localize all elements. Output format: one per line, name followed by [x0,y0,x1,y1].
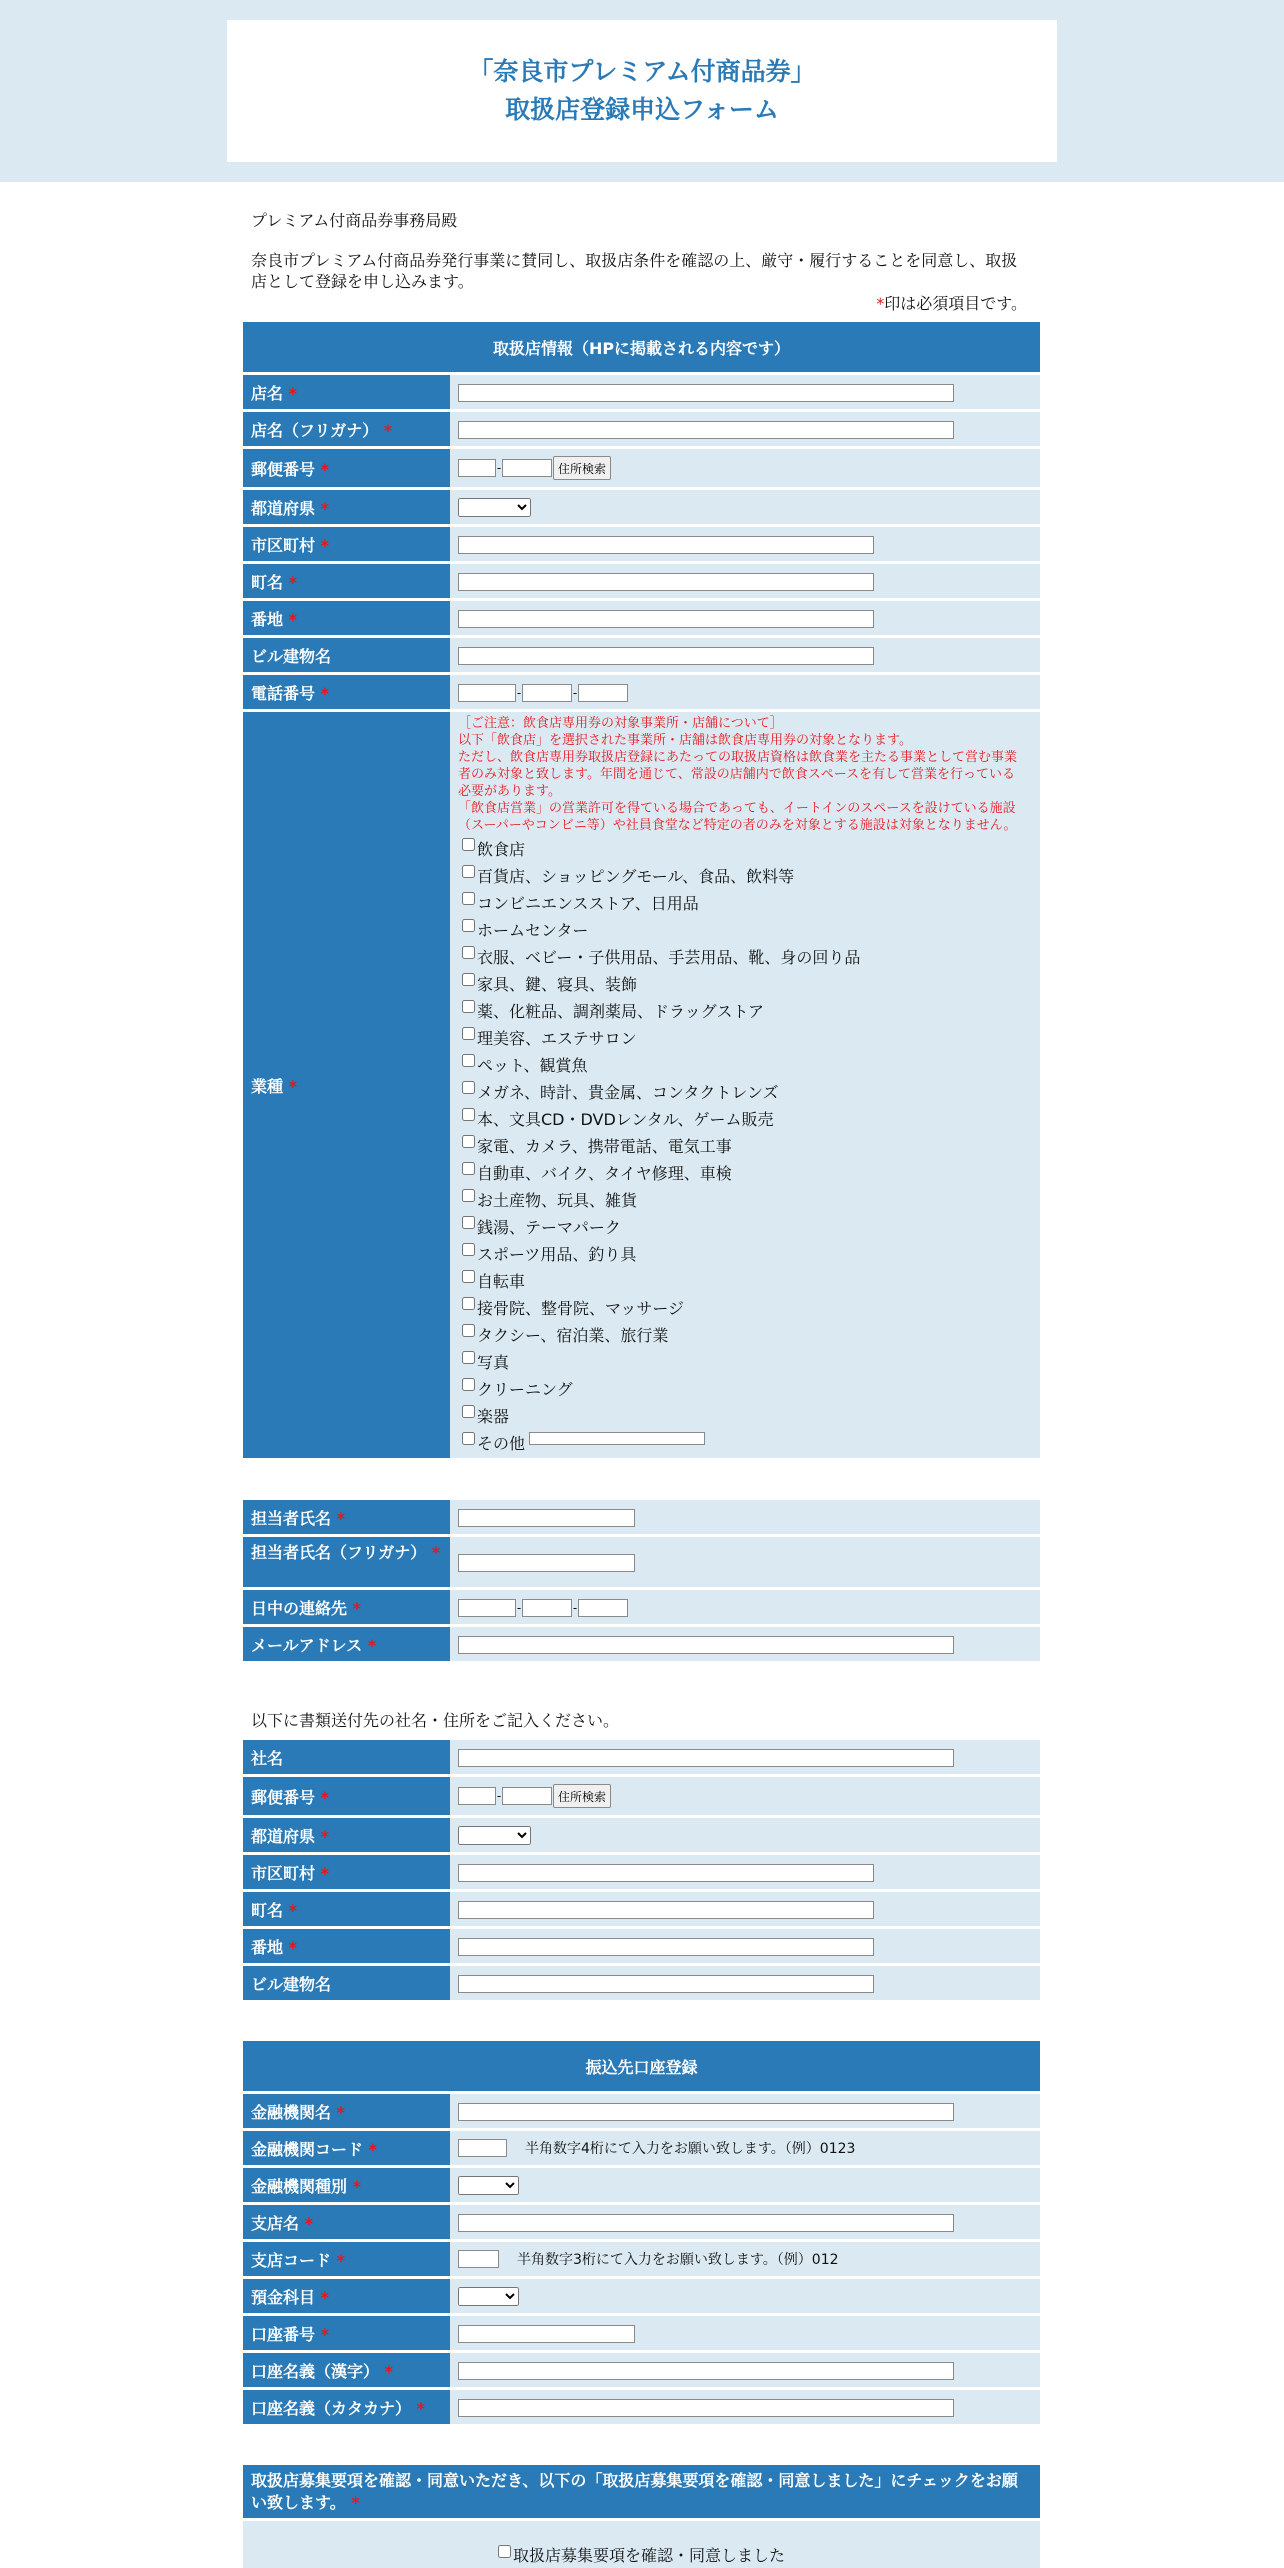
industry-option [458,1214,1040,1241]
industry-option-label: 百貨店、ショッピングモール、食品、飲料等 [477,867,795,886]
statement-line1: 奈良市プレミアム付商品券発行事業に賛同し、取扱店条件を確認の上、厳守・履行することを同意し、取扱 [251,251,1018,270]
industry-checkbox[interactable] [462,1000,475,1013]
store-prefecture-select[interactable] [458,498,531,517]
industry-checkbox[interactable] [462,1216,475,1229]
industry-option-label: 家具、鍵、寝具、装飾 [477,975,638,994]
mailing-company-label: 社名 [243,1740,450,1774]
store-name-kana-input[interactable] [458,421,954,439]
industry-option-label: クリーニング [477,1380,573,1399]
bank-branch-code-input[interactable] [458,2250,499,2268]
industry-option-label: 衣服、ベビー・子供用品、手芸用品、靴、身の回り品 [477,948,861,967]
bank-branch-input[interactable] [458,2214,954,2232]
agreement-checkbox[interactable] [498,2545,511,2558]
store-postal-first-input[interactable] [458,459,496,477]
daytime-phone-first-input[interactable] [458,1599,516,1617]
bank-holder-kanji-input[interactable] [458,2362,954,2380]
bank-institution-type-label: 金融機関種別 * [243,2168,450,2202]
industry-checkbox[interactable] [462,919,475,932]
daytime-contact-label: 日中の連絡先 * [243,1590,450,1624]
industry-checkbox[interactable] [462,1108,475,1121]
industry-checkbox[interactable] [462,946,475,959]
addressee: プレミアム付商品券事務局殿 [251,211,458,230]
industry-checkbox[interactable] [462,865,475,878]
industry-option-label: お土産物、玩具、雑貨 [477,1191,638,1210]
statement [251,250,1041,292]
store-name-label: 店名 * [243,375,450,409]
branch-code-hint: 半角数字3桁にて入力をお願い致します。（例）012 [517,2252,839,2269]
industry-checkbox[interactable] [462,1324,475,1337]
industry-checkbox[interactable] [462,1243,475,1256]
bank-account-number-label: 口座番号 * [243,2316,450,2350]
industry-caution [458,712,1040,836]
industry-option-label: 本、文具CD・DVDレンタル、ゲーム販売 [477,1110,774,1129]
industry-option [458,863,1040,890]
store-phone-first-input[interactable] [458,684,516,702]
required-mark: * [876,294,885,313]
industry-option-label: コンビニエンスストア、日用品 [477,894,699,913]
industry-option [458,998,1040,1025]
industry-option-label: ペット、観賞魚 [477,1056,588,1075]
store-town-input[interactable] [458,573,874,591]
industry-option-label: 薬、化粧品、調剤薬局、ドラッグストア [477,1002,765,1021]
mailing-prefecture-label: 都道府県 * [243,1818,450,1852]
industry-option-label: スポーツ用品、釣り具 [477,1245,637,1264]
mailing-table: 社名 郵便番号 * - 住所検索 都道府県 * 市区町村 * 町名 * 番地 * ビル建物名 [243,1737,1040,2003]
store-name-kana-label: 店名（フリガナ） * [243,412,450,446]
industry-option [458,890,1040,917]
page-title-line1: 「奈良市プレミアム付商品券」 [468,57,816,86]
mailing-city-label: 市区町村 * [243,1855,450,1889]
industry-option [458,836,1040,863]
industry-option [458,1403,1040,1430]
contact-person-kana-input[interactable] [458,1554,635,1572]
industry-checkbox-list [458,836,1040,1430]
industry-checkbox[interactable] [462,1054,475,1067]
required-note [876,291,1027,314]
industry-option [458,1241,1040,1268]
industry-checkbox[interactable] [462,1351,475,1364]
daytime-phone-second-input[interactable] [522,1599,572,1617]
industry-option-label: 接骨院、整骨院、マッサージ [477,1299,685,1318]
mailing-town-label: 町名 * [243,1892,450,1926]
industry-option-label: 銭湯、テーマパーク [477,1218,621,1237]
industry-option [458,1187,1040,1214]
industry-other-checkbox[interactable] [462,1432,475,1445]
industry-option [458,1349,1040,1376]
store-town-label: 町名 * [243,564,450,598]
industry-checkbox[interactable] [462,1135,475,1148]
industry-option-label: 自転車 [477,1272,526,1291]
store-building-input[interactable] [458,647,874,665]
page-title-line2: 取扱店登録申込フォーム [505,95,779,124]
page-title [227,20,1057,162]
industry-option-label: 自動車、バイク、タイヤ修理、車検 [477,1164,732,1183]
bank-holder-kana-label: 口座名義（カタカナ） * [243,2390,450,2424]
store-postal-label: 郵便番号 * [243,449,450,487]
email-input[interactable] [458,1636,954,1654]
industry-checkbox[interactable] [462,1081,475,1094]
industry-checkbox[interactable] [462,1270,475,1283]
store-city-label: 市区町村 * [243,527,450,561]
bank-heading: 振込先口座登録 [243,2041,1040,2091]
store-building-label: ビル建物名 [243,638,450,672]
mailing-building-label: ビル建物名 [243,1966,450,2000]
bank-account-type-select[interactable] [458,2287,519,2306]
mailing-prefecture-select[interactable] [458,1826,531,1845]
bank-institution-type-select[interactable] [458,2176,519,2195]
store-phone-third-input[interactable] [578,684,628,702]
mailing-postal-label: 郵便番号 * [243,1777,450,1815]
mailing-company-input[interactable] [458,1749,954,1767]
bank-institution-code-input[interactable] [458,2139,507,2157]
required-note-text: 印は必須項目です。 [884,294,1027,313]
bank-holder-kana-input[interactable] [458,2399,954,2417]
bank-institution-input[interactable] [458,2103,954,2121]
industry-option-label: 飲食店 [477,840,526,859]
industry-option [458,917,1040,944]
mailing-block-label: 番地 * [243,1929,450,1963]
industry-checkbox[interactable] [462,838,475,851]
mailing-note: 以下に書類送付先の社名・住所をご記入ください。 [251,1711,620,1730]
agreement-heading: 取扱店募集要項を確認・同意いただき、以下の「取扱店募集要項を確認・同意しました」にチェックをお願い致します。 * [243,2465,1040,2518]
bank-institution-code-label: 金融機関コード * [243,2131,450,2165]
bank-holder-kanji-label: 口座名義（漢字） * [243,2353,450,2387]
contact-person-label: 担当者氏名 * [243,1500,450,1534]
industry-label: 業種 * [243,712,450,1458]
contact-table: 担当者氏名 * 担当者氏名（フリガナ） * 日中の連絡先 * - - メールアドレス * [243,1497,1040,1664]
industry-option [458,944,1040,971]
mailing-city-input[interactable] [458,1864,874,1882]
industry-checkbox[interactable] [462,973,475,986]
bank-table [243,2038,1040,2427]
industry-checkbox[interactable] [462,1189,475,1202]
industry-option-label: タクシー、宿泊業、旅行業 [477,1326,669,1345]
industry-checkbox[interactable] [462,892,475,905]
mailing-postal-second-input[interactable] [502,1787,552,1805]
industry-option [458,1025,1040,1052]
industry-option [458,1322,1040,1349]
store-postal-second-input[interactable] [502,459,552,477]
store-info-table: 取扱店情報（HPに掲載される内容です） 店名 * 店名（フリガナ） * 郵便番号 * - 住所検索 都道府県 * 市区町村 * 町名 * 番地 * ビル建物名 電話番号 * - - 業種 * ［ご注意：飲食店専用券の対象事業所・店舗について］ 以下「飲食店」を選択された事業所・店舗は飲食店専用券の対象となります。 ただし、飲食店専用券取扱店登録にあたっての取扱店資格は飲食業を主たる事業として営む事業者のみ対象と致します。年間を通じて、常設の店舗内で飲食スペースを有して営業を行っている必要があります。 「飲食店営業」の営業許可を得ている場合であっても、イートインのスペースを設けている施設（スーパーやコンビニ等）や社員食堂など特定の者のみを対象とする施設は対象となりません。 飲食店 百貨店、ショッピングモール、食品、飲料等 コンビニエンスストア、日用品 ホームセンター 衣服、ベビー・子供用品、手芸用品、靴、身の回り品 家具、鍵、寝具、装飾 薬、化粧品、調剤薬局、ドラッグストア 理美容、エステサロン ペット、観賞魚 メガネ、時計、貴金属、コンタクトレンズ 本、文具CD・DVDレンタル、ゲーム販売 家電、カメラ、携帯電話、電気工事 自動車、バイク、タイヤ修理、車検 お土産物、玩具、雑貨 銭湯、テーマパーク スポーツ用品、釣り具 自転車 接骨院、整骨院、マッサージ タクシー、宿泊業、旅行業 写真 クリーニング 楽器 その他 [243,319,1040,1461]
industry-option-label: 写真 [477,1353,510,1372]
agreement-checkbox-label: 取扱店募集要項を確認・同意しました [512,2546,785,2565]
mailing-block-input[interactable] [458,1938,874,1956]
industry-checkbox[interactable] [462,1162,475,1175]
store-block-input[interactable] [458,610,874,628]
industry-checkbox[interactable] [462,1027,475,1040]
industry-option [458,1376,1040,1403]
industry-option [458,1106,1040,1133]
bank-branch-code-label: 支店コード * [243,2242,450,2276]
industry-checkbox[interactable] [462,1405,475,1418]
statement-line2: 店として登録を申し込みます。 [251,272,474,291]
industry-option [458,971,1040,998]
bank-account-type-label: 預金科目 * [243,2279,450,2313]
industry-option [458,1052,1040,1079]
store-phone-label: 電話番号 * [243,675,450,709]
industry-option [458,1160,1040,1187]
store-block-label: 番地 * [243,601,450,635]
mailing-address-search-button[interactable]: 住所検索 [553,1784,611,1808]
industry-option [458,1295,1040,1322]
industry-option-label: メガネ、時計、貴金属、コンタクトレンズ [477,1083,779,1102]
mailing-building-input[interactable] [458,1975,874,1993]
contact-person-input[interactable] [458,1509,635,1527]
store-name-input[interactable] [458,384,954,402]
email-label: メールアドレス * [243,1627,450,1661]
bank-institution-label: 金融機関名 * [243,2094,450,2128]
industry-option-label: 理美容、エステサロン [477,1029,637,1048]
bank-branch-label: 支店名 * [243,2205,450,2239]
industry-checkbox[interactable] [462,1378,475,1391]
contact-person-kana-label: 担当者氏名（フリガナ） * [243,1537,450,1587]
institution-code-hint: 半角数字4桁にて入力をお願い致します。（例）0123 [525,2141,856,2158]
store-phone-second-input[interactable] [522,684,572,702]
industry-option-label: ホームセンター [477,921,589,940]
mailing-postal-first-input[interactable] [458,1787,496,1805]
bank-account-number-input[interactable] [458,2325,635,2343]
industry-option-label: 家電、カメラ、携帯電話、電気工事 [477,1137,732,1156]
store-prefecture-label: 都道府県 * [243,490,450,524]
caution-line-3: 「飲食店営業」の営業許可を得ている場合であっても、イートインのスペースを設けている施設（スーパーやコンビニ等）や社員食堂など特定の者のみを対象とする施設は対象となりません。 [458,801,1017,833]
store-address-search-button[interactable]: 住所検索 [553,456,611,480]
daytime-phone-third-input[interactable] [578,1599,628,1617]
industry-other-input[interactable] [529,1432,705,1445]
store-city-input[interactable] [458,536,874,554]
caution-title: ［ご注意：飲食店専用券の対象事業所・店舗について］ [458,716,783,731]
store-info-heading: 取扱店情報（HPに掲載される内容です） [243,322,1040,372]
industry-option [458,1079,1040,1106]
agreement-option [243,2543,1040,2566]
caution-line-1: 以下「飲食店」を選択された事業所・店舗は飲食店専用券の対象となります。 [458,733,912,748]
industry-checkbox[interactable] [462,1297,475,1310]
industry-option-label: 楽器 [477,1407,510,1426]
industry-option [458,1133,1040,1160]
industry-option [458,1268,1040,1295]
mailing-town-input[interactable] [458,1901,874,1919]
caution-line-2: ただし、飲食店専用券取扱店登録にあたっての取扱店資格は飲食業を主たる事業として営む事業者のみ対象と致します。年間を通じて、常設の店舗内で飲食スペースを有して営業を行っている必要があります。 [458,750,1018,799]
agreement-row [243,2521,1040,2568]
industry-option-other: その他 [458,1430,1040,1457]
